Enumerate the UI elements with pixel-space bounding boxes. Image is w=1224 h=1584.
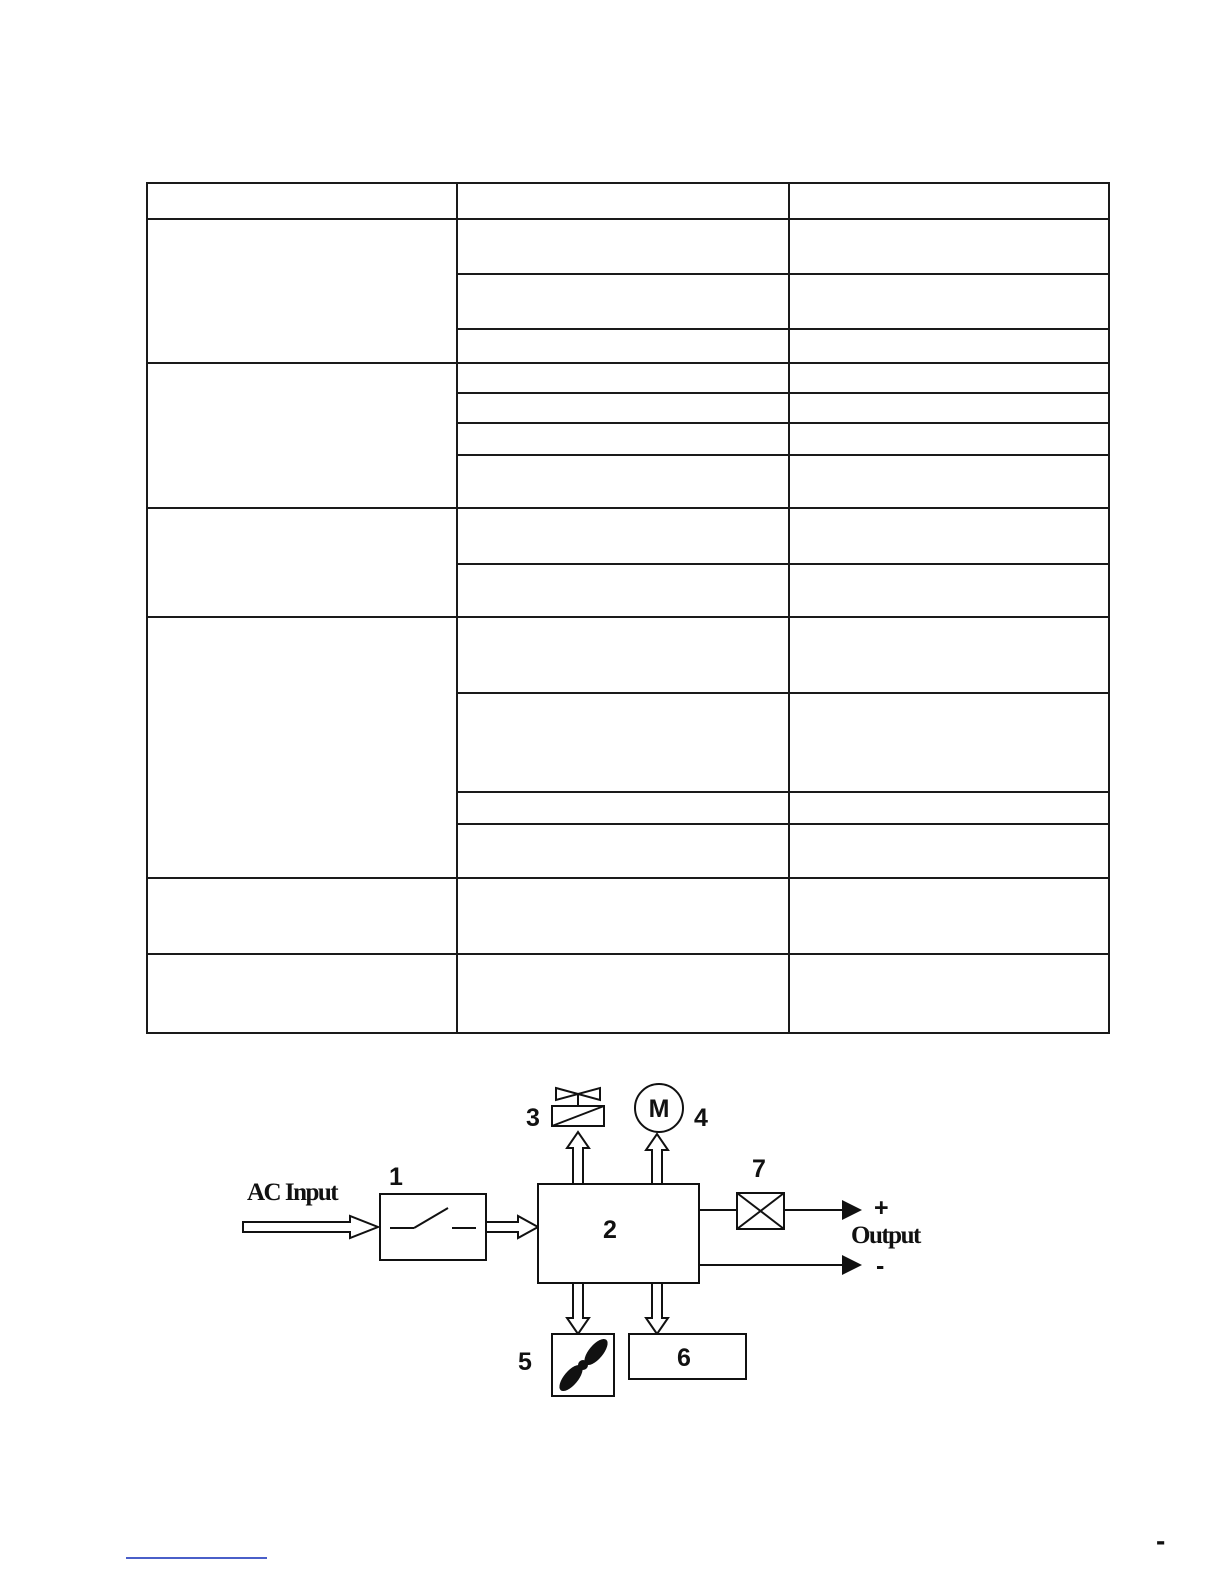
table-cell: [789, 219, 1109, 274]
table-cell: [457, 329, 789, 363]
table-cell: [457, 824, 789, 878]
output-label: Output: [851, 1222, 920, 1249]
group-label: [147, 219, 457, 363]
group-label: [147, 363, 457, 508]
ac-input-arrow: [243, 1216, 378, 1238]
table-cell: [457, 363, 789, 393]
motor-symbol: M: [648, 1095, 670, 1123]
table-row: [147, 363, 1109, 393]
table-header-cell: [147, 183, 457, 219]
table-cell: [789, 329, 1109, 363]
switch-block: [380, 1194, 486, 1260]
table-cell: [789, 878, 1109, 954]
block-number-4: 4: [694, 1104, 708, 1132]
block-number-7: 7: [752, 1155, 766, 1183]
group-label: [147, 878, 457, 954]
group-label: [147, 508, 457, 617]
connector-arrow: [646, 1134, 668, 1184]
table-row: [147, 219, 1109, 274]
table-header-cell: [457, 183, 789, 219]
output-plus-sign: +: [874, 1194, 889, 1222]
table-cell: [789, 274, 1109, 329]
table-cell: [789, 792, 1109, 824]
table-cell: [457, 617, 789, 693]
table-cell: [457, 219, 789, 274]
table-row: [147, 878, 1109, 954]
block-number-1: 1: [389, 1163, 403, 1191]
table-header-cell: [789, 183, 1109, 219]
ac-input-label: AC Input: [247, 1179, 338, 1206]
table-cell: [789, 617, 1109, 693]
table-row: [147, 954, 1109, 1033]
table-cell: [789, 954, 1109, 1033]
block-number-2: 2: [603, 1216, 617, 1244]
fuse-icon: [737, 1193, 784, 1229]
table-cell: [457, 455, 789, 508]
table-cell: [457, 954, 789, 1033]
motor-icon: [635, 1084, 683, 1132]
group-label: [147, 617, 457, 878]
footer-link-underline[interactable]: [126, 1557, 267, 1559]
table-cell: [789, 564, 1109, 617]
table-cell: [789, 363, 1109, 393]
table-header-row: [147, 183, 1109, 219]
fan-block: [552, 1334, 614, 1396]
table-row: [147, 508, 1109, 564]
block-number-3: 3: [526, 1104, 540, 1132]
table-cell: [457, 878, 789, 954]
table-cell: [457, 508, 789, 564]
table-cell: [789, 423, 1109, 455]
controller-block: [538, 1184, 699, 1283]
connector-arrow: [646, 1283, 668, 1334]
block-number-6: 6: [677, 1344, 691, 1372]
table-cell: [457, 564, 789, 617]
page-footer-mark: -: [1156, 1525, 1166, 1556]
connector-arrow: [567, 1132, 589, 1184]
table-cell: [457, 693, 789, 792]
block-number-5: 5: [518, 1348, 532, 1376]
table-cell: [457, 274, 789, 329]
table-cell: [457, 792, 789, 824]
output-minus-sign: -: [876, 1252, 885, 1280]
table-cell: [457, 423, 789, 455]
valve-icon: [552, 1088, 604, 1126]
table-cell: [789, 693, 1109, 792]
connector-arrow: [567, 1283, 589, 1334]
table-cell: [789, 824, 1109, 878]
spec-table: [146, 182, 1110, 1034]
table-cell: [789, 508, 1109, 564]
table-cell: [789, 393, 1109, 423]
table-cell: [789, 455, 1109, 508]
table-cell: [457, 393, 789, 423]
group-label: [147, 954, 457, 1033]
connector-arrow: [486, 1216, 538, 1238]
block-diagram: [0, 1070, 1224, 1410]
table-row: [147, 617, 1109, 693]
